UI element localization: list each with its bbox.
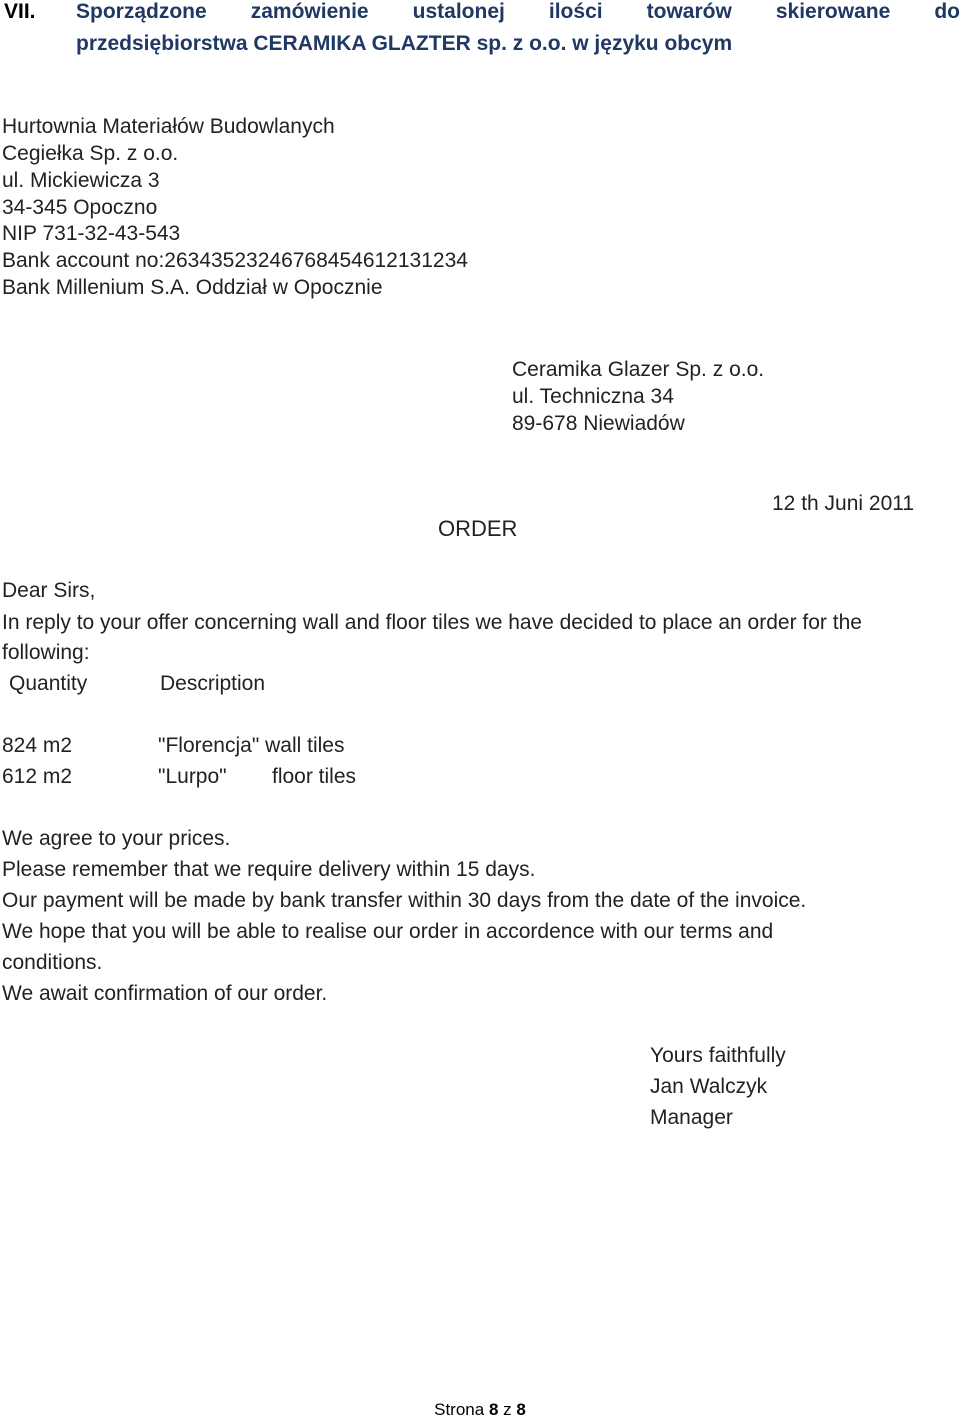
- row-quantity: 612 m2: [2, 765, 73, 788]
- heading-word: zamówienie: [250, 0, 369, 23]
- column-header-description: Description: [160, 672, 266, 695]
- sender-line: Bank Millenium S.A. Oddział w Opocznie: [2, 276, 383, 299]
- order-date: 12 th Juni 2011: [772, 492, 915, 515]
- sender-line: NIP 731-32-43-543: [2, 222, 181, 245]
- sender-line: ul. Mickiewicza 3: [2, 169, 160, 192]
- footer-prefix: Strona: [434, 1400, 485, 1419]
- heading-line-1: [76, 0, 960, 24]
- heading-word: skierowane: [775, 0, 891, 23]
- closing-line: We await confirmation of our order.: [2, 982, 328, 1005]
- closing-line: Our payment will be made by bank transfer within 30 days from the date of the invoice.: [2, 889, 807, 912]
- row-description: "Florencja" wall tiles: [158, 734, 345, 757]
- sender-line: 34-345 Opoczno: [2, 196, 158, 219]
- heading-word: Sporządzone: [76, 0, 207, 23]
- footer-page-total: 8: [516, 1400, 526, 1419]
- heading-word: do: [934, 0, 960, 23]
- closing-line: We hope that you will be able to realise our order in accordence with our terms and: [2, 920, 774, 943]
- section-number: VII.: [4, 0, 36, 23]
- heading-word: ilości: [548, 0, 603, 23]
- sender-line: Hurtownia Materiałów Budowlanych: [2, 115, 335, 138]
- signature-name: Jan Walczyk: [650, 1075, 768, 1098]
- intro-line: In reply to your offer concerning wall and floor tiles we have decided to place an order for the: [2, 611, 862, 634]
- closing-line: We agree to your prices.: [2, 827, 231, 850]
- recipient-line: ul. Techniczna 34: [512, 385, 674, 408]
- page-footer: [0, 1400, 960, 1420]
- row-description: "Lurpo": [158, 765, 227, 788]
- row-description-type: floor tiles: [272, 765, 357, 788]
- closing-line: Please remember that we require delivery within 15 days.: [2, 858, 536, 881]
- recipient-line: Ceramika Glazer Sp. z o.o.: [512, 358, 765, 381]
- signature-line: Yours faithfully: [650, 1044, 786, 1067]
- recipient-line: 89-678 Niewiadów: [512, 412, 685, 435]
- section-heading: [4, 0, 960, 24]
- document-title: ORDER: [438, 516, 518, 541]
- row-quantity: 824 m2: [2, 734, 73, 757]
- greeting: Dear Sirs,: [2, 579, 96, 602]
- sender-line: Bank account no:26343523246768454612131234: [2, 249, 468, 272]
- heading-line-2: przedsiębiorstwa CERAMIKA GLAZTER sp. z o.o. w języku obcym: [76, 32, 733, 55]
- column-header-quantity: Quantity: [9, 672, 88, 695]
- footer-separator: z: [503, 1400, 512, 1419]
- sender-line: Cegiełka Sp. z o.o.: [2, 142, 179, 165]
- signature-title: Manager: [650, 1106, 733, 1129]
- heading-word: towarów: [646, 0, 732, 23]
- intro-line: following:: [2, 641, 90, 664]
- heading-word: ustalonej: [412, 0, 505, 23]
- closing-line: conditions.: [2, 951, 103, 974]
- footer-page-number: 8: [488, 1400, 499, 1419]
